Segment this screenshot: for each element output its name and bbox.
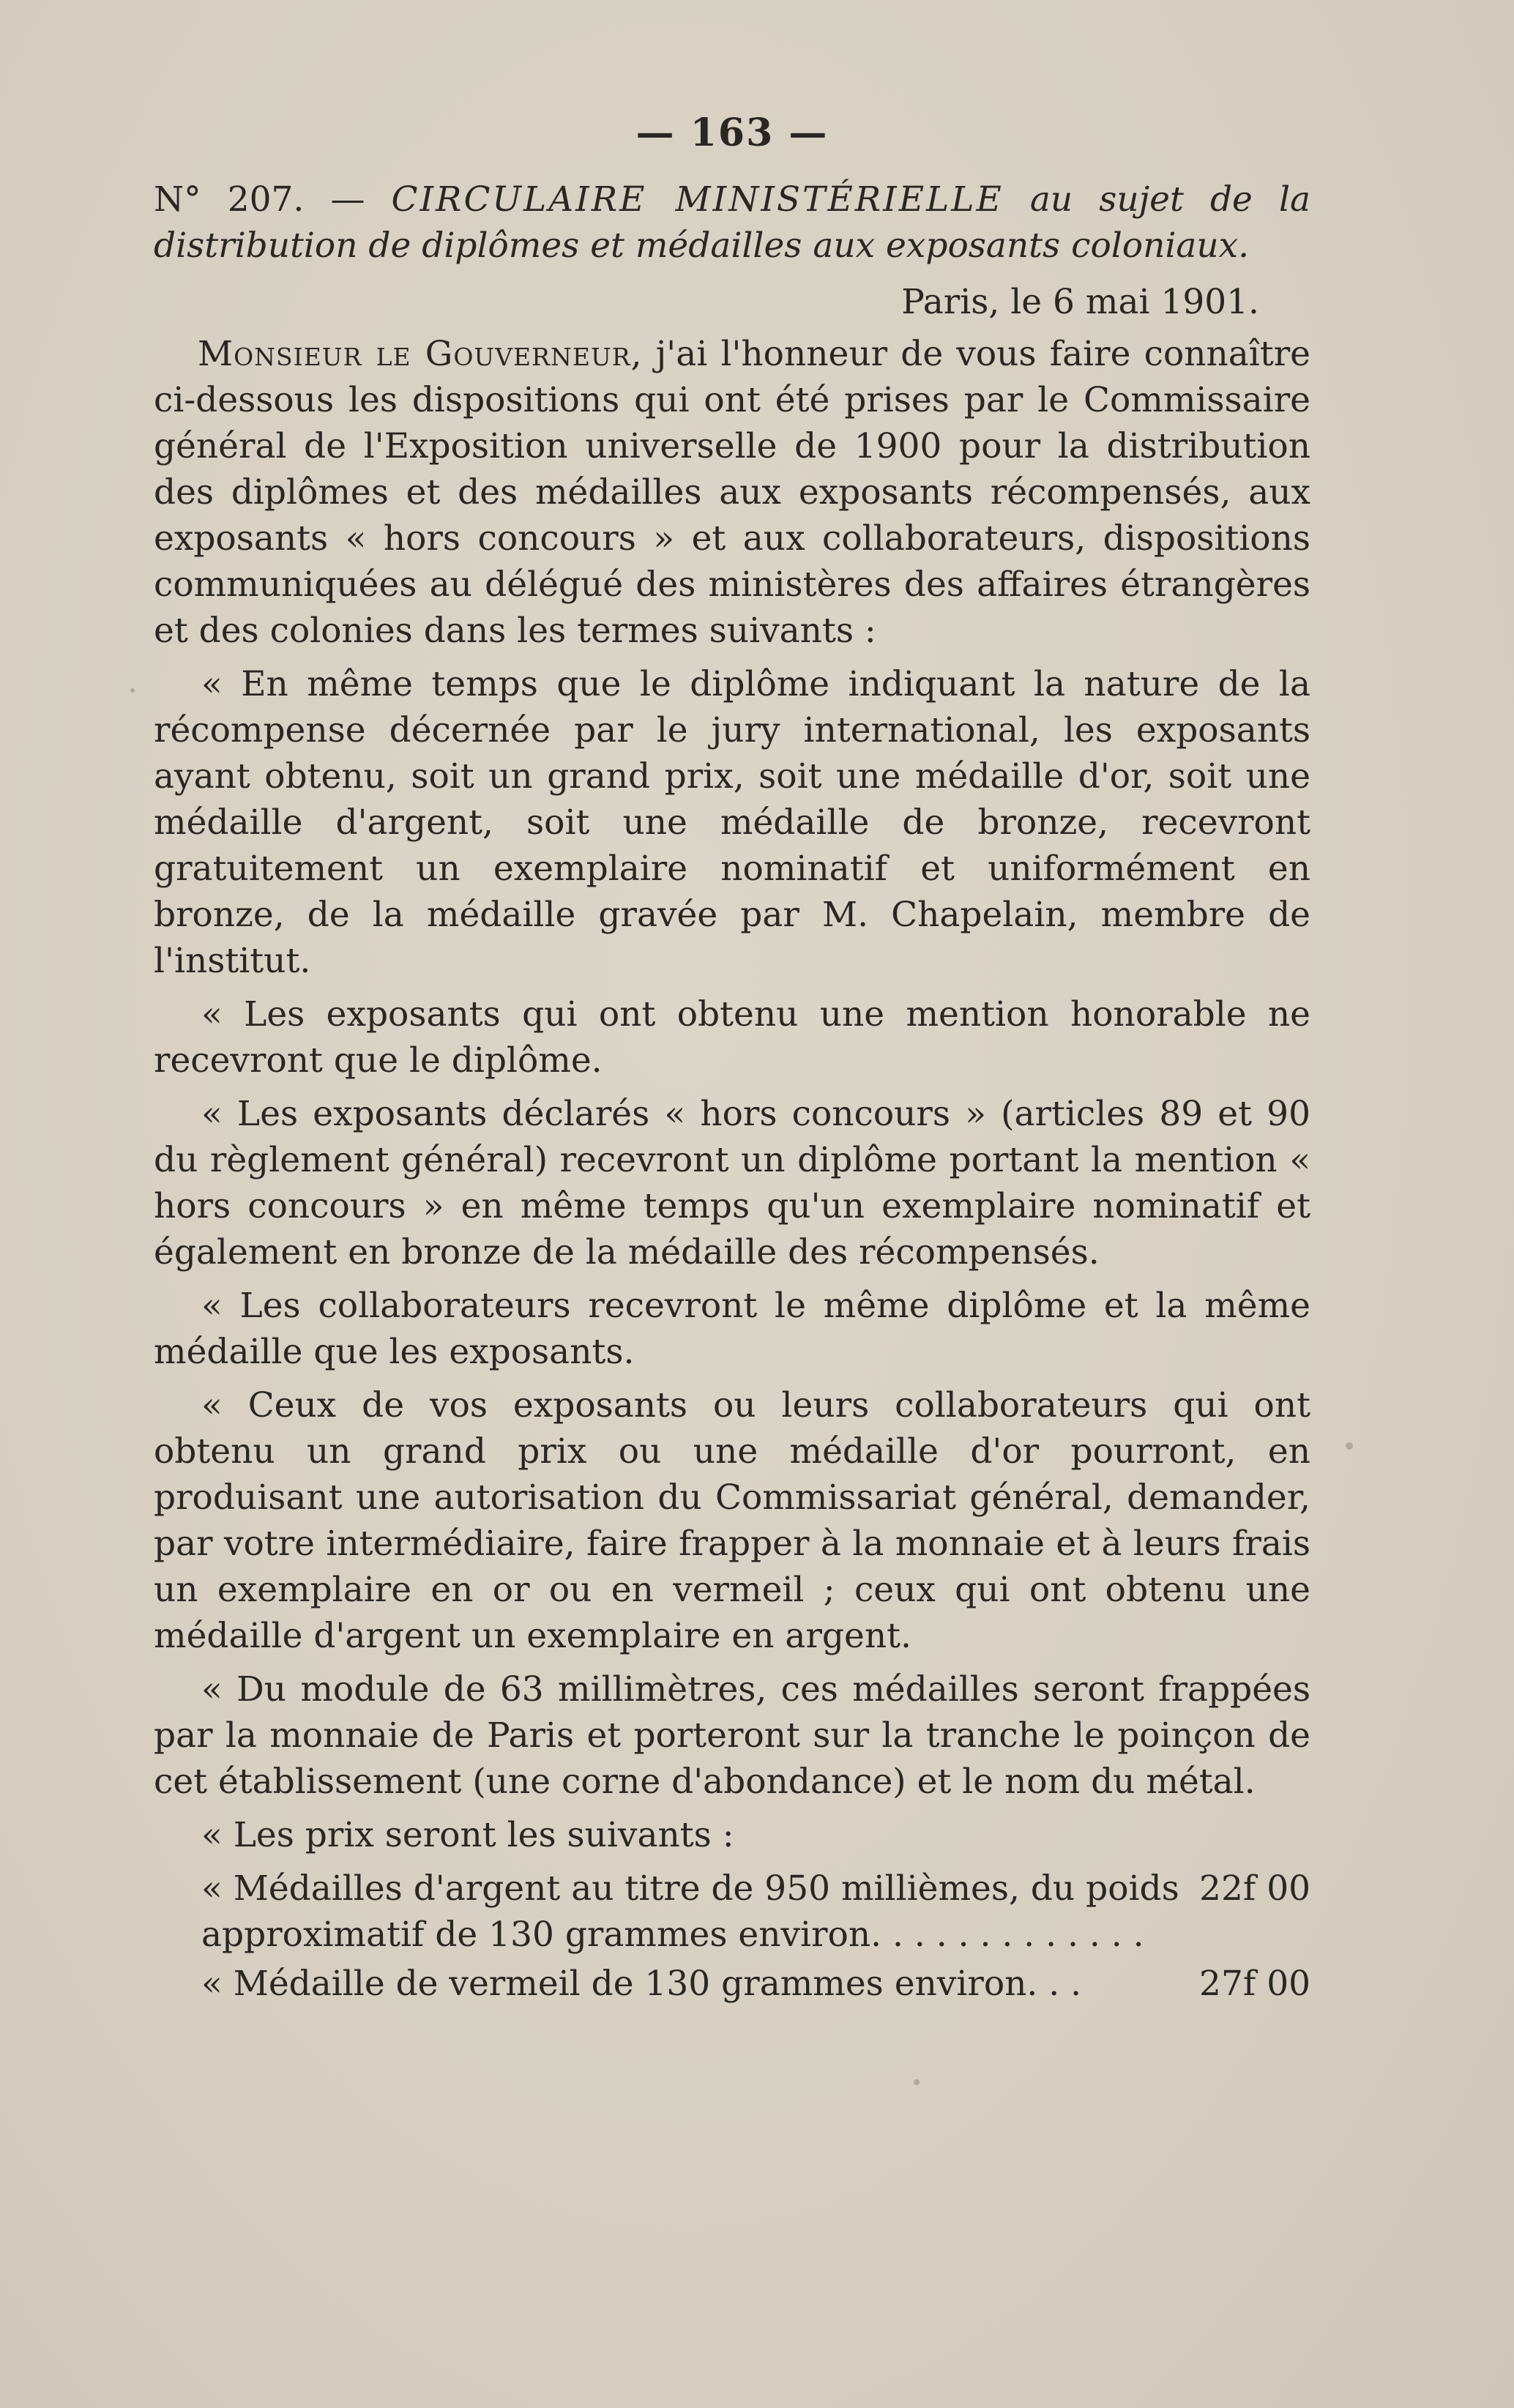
price-label: « Médailles d'argent au titre de 950 millièmes, du poids approximatif de 130 grammes environ. . . . . . . . . . . . . bbox=[201, 1868, 1179, 1955]
paragraph: « Les prix seront les suivants : bbox=[201, 1815, 734, 1855]
paragraph: « En même temps que le diplôme indiquant la nature de la récompense décernée par le jury international, les exposants ayant obtenu, soit un grand prix, soit une médaille d'or, soit une médaille d'argent, soit une médaille de bronze, recevront gratuitement un exemplaire nominatif et uniformément en bronze, de la médaille gravée par M. Chapelain, membre de l'institut. bbox=[154, 664, 1310, 981]
price-amount: 22f 00 bbox=[1199, 1868, 1310, 1909]
paragraph-opening bbox=[154, 331, 1310, 654]
circular-title: CIRCULAIRE MINISTÉRIELLE bbox=[391, 179, 1004, 220]
salutation: Monsieur le Gouverneur, bbox=[198, 334, 643, 374]
price-line-silver bbox=[154, 1865, 1310, 1958]
circular-heading bbox=[154, 176, 1310, 269]
paragraph: « Ceux de vos exposants ou leurs collaborateurs qui ont obtenu un grand prix ou une médaille d'or pourront, en produisant une autorisation du Commissariat général, demander, par votre intermédiaire, faire frapper à la monnaie et à leurs frais un exemplaire en or ou en vermeil ; ceux qui ont obtenu une médaille d'argent un exemplaire en argent. bbox=[154, 1385, 1310, 1656]
opening-text: j'ai l'honneur de vous faire connaître ci-dessous les dispositions qui ont été prises par le Commissaire général de l'Exposition universelle de 1900 pour la distribution des diplômes et des médailles aux exposants récompensés, aux exposants « hors concours » et aux collaborateurs, dispositions communiquées au délégué des ministères des affaires étrangères et des colonies dans les termes suivants : bbox=[154, 334, 1310, 651]
paper-speck bbox=[914, 2079, 920, 2085]
price-amount: 27f 00 bbox=[1199, 1964, 1310, 2004]
paragraph: « Du module de 63 millimètres, ces médailles seront frappées par la monnaie de Paris et porteront sur la tranche le poinçon de cet établissement (une corne d'abondance) et le nom du métal. bbox=[154, 1669, 1310, 1802]
document-body bbox=[154, 110, 1310, 2007]
paragraph: « Les collaborateurs recevront le même diplôme et la même médaille que les exposants. bbox=[154, 1286, 1310, 1372]
circular-number: N° 207. — bbox=[154, 179, 392, 220]
paper-speck bbox=[1346, 1442, 1353, 1450]
price-label: « Médaille de vermeil de 130 grammes environ. . . bbox=[201, 1964, 1082, 2004]
circular-subject: au sujet de la distribution de diplômes et médailles aux exposants coloniaux. bbox=[154, 179, 1310, 266]
page-number: — 163 — bbox=[635, 111, 829, 155]
price-line-vermeil bbox=[154, 1961, 1310, 2007]
paragraph: « Les exposants déclarés « hors concours » (articles 89 et 90 du règlement général) recevront un diplôme portant la mention « hors concours » en même temps qu'un exemplaire nominatif et également en bronze de la médaille des récompensés. bbox=[154, 1094, 1310, 1272]
dateline: Paris, le 6 mai 1901. bbox=[901, 282, 1259, 322]
paper-speck bbox=[130, 688, 135, 693]
paragraph: « Les exposants qui ont obtenu une mention honorable ne recevront que le diplôme. bbox=[154, 994, 1310, 1081]
